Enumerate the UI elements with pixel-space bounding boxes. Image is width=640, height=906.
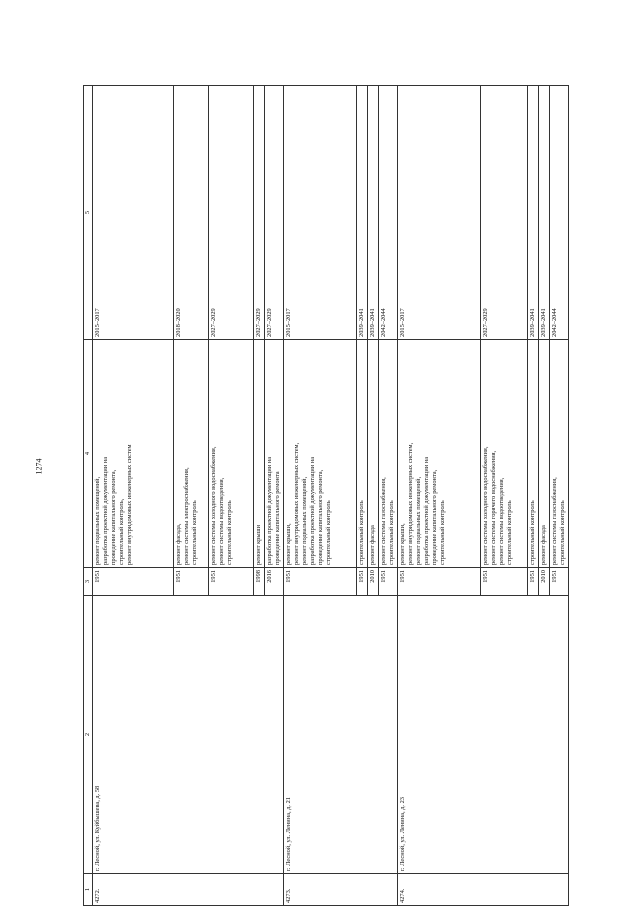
year-cell: 1951 xyxy=(398,568,481,596)
works-cell xyxy=(539,340,550,568)
works-cell xyxy=(254,340,265,568)
table-row xyxy=(398,86,481,906)
work-line: разработка проектной документации на xyxy=(423,456,430,565)
year-cell: 2016 xyxy=(265,568,284,596)
header-col-4: 4 xyxy=(84,340,93,568)
work-line: ремонт фасада, xyxy=(175,523,182,565)
works-cell xyxy=(368,340,379,568)
work-line: ремонт системы электроснабжения, xyxy=(183,467,190,565)
header-col-3: 3 xyxy=(84,568,93,596)
year-cell: 2010 xyxy=(539,568,550,596)
work-line: ремонт крыши, xyxy=(399,523,406,565)
work-line: ремонт крыши, xyxy=(285,523,292,565)
work-line: строительный контроль xyxy=(529,500,536,565)
work-line: ремонт фасада xyxy=(540,525,547,565)
works-cell xyxy=(528,340,539,568)
row-number: 4272. xyxy=(93,874,284,906)
work-line: строительный контроль xyxy=(358,500,365,565)
work-line: проведение капитального ремонта xyxy=(274,471,281,565)
work-line: ремонт внутридомовых инженерных систем xyxy=(126,444,133,565)
work-line: ремонт системы холодного водоснабжения, xyxy=(482,446,489,565)
year-cell: 1951 xyxy=(93,568,174,596)
works-cell xyxy=(357,340,368,568)
year-cell: 1998 xyxy=(254,568,265,596)
works-cell xyxy=(265,340,284,568)
header-col-5: 5 xyxy=(84,86,93,340)
work-line: проведение капитального ремонта, xyxy=(317,469,324,565)
work-line: ремонт системы газоснабжения, xyxy=(380,477,387,565)
address-cell: г. Лесной, ул. Куйбышева, д. 58 xyxy=(93,596,284,874)
work-line: строительный контроль xyxy=(226,500,233,565)
works-cell xyxy=(379,340,398,568)
header-col-1: 1 xyxy=(84,874,93,906)
year-cell: 1951 xyxy=(357,568,368,596)
year-cell: 1951 xyxy=(528,568,539,596)
work-line: ремонт подвальных помещений, xyxy=(94,476,101,565)
works-cell xyxy=(481,340,528,568)
repair-schedule-table xyxy=(83,85,569,906)
period-cell: 2039–2041 xyxy=(368,86,379,340)
work-line: ремонт крыши xyxy=(255,524,262,565)
header-row xyxy=(84,86,93,906)
period-cell: 2039–2041 xyxy=(539,86,550,340)
works-cell xyxy=(398,340,481,568)
table-row xyxy=(93,86,174,906)
works-cell xyxy=(93,340,174,568)
work-line: ремонт внутридомовых инженерных систем, xyxy=(407,442,414,565)
work-line: строительный контроль xyxy=(325,500,332,565)
row-number: 4274. xyxy=(398,874,569,906)
work-line: ремонт подвальных помещений, xyxy=(301,476,308,565)
work-line: ремонт внутридомовых инженерных систем, xyxy=(293,442,300,565)
work-line: ремонт системы водоотведения, xyxy=(498,477,505,565)
work-line: строительный контроль xyxy=(506,500,513,565)
address-cell: г. Лесной, ул. Ленина, д. 23 xyxy=(398,596,569,874)
row-number: 4273. xyxy=(284,874,398,906)
period-cell: 2018–2020 xyxy=(174,86,209,340)
period-cell: 2015–2017 xyxy=(284,86,357,340)
year-cell: 1951 xyxy=(550,568,569,596)
work-line: ремонт системы газоснабжения, xyxy=(551,477,558,565)
work-line: ремонт системы холодного водоснабжения, xyxy=(210,446,217,565)
table-area xyxy=(83,86,566,906)
period-cell: 2015–2017 xyxy=(93,86,174,340)
works-cell xyxy=(209,340,254,568)
works-cell xyxy=(550,340,569,568)
works-cell xyxy=(174,340,209,568)
work-line: разработка проектной документации на xyxy=(102,456,109,565)
period-cell: 2027–2029 xyxy=(209,86,254,340)
address-cell: г. Лесной, ул. Ленина, д. 21 xyxy=(284,596,398,874)
work-line: строительный контроль xyxy=(388,500,395,565)
work-line: ремонт фасада xyxy=(369,525,376,565)
page-number: 1274 xyxy=(34,458,43,474)
work-line: разработка проектной документации на xyxy=(309,456,316,565)
year-cell: 1951 xyxy=(481,568,528,596)
work-line: ремонт системы горячего водоснабжения, xyxy=(490,450,497,565)
work-line: проведение капитального ремонта, xyxy=(110,469,117,565)
period-cell: 2042–2044 xyxy=(550,86,569,340)
work-line: строительный контроль xyxy=(439,500,446,565)
work-line: строительный контроль, xyxy=(118,498,125,565)
work-line: проведение капитального ремонта, xyxy=(431,469,438,565)
period-cell: 2027–2029 xyxy=(481,86,528,340)
work-line: ремонт системы водоотведения, xyxy=(218,477,225,565)
period-cell: 2027–2029 xyxy=(265,86,284,340)
year-cell: 2010 xyxy=(368,568,379,596)
year-cell: 1951 xyxy=(174,568,209,596)
work-line: строительный контроль xyxy=(191,500,198,565)
period-cell: 2027–2029 xyxy=(254,86,265,340)
period-cell: 2015–2017 xyxy=(398,86,481,340)
period-cell: 2042–2044 xyxy=(379,86,398,340)
period-cell: 2039–2041 xyxy=(357,86,368,340)
work-line: строительный контроль xyxy=(559,500,566,565)
year-cell: 1951 xyxy=(209,568,254,596)
period-cell: 2039–2041 xyxy=(528,86,539,340)
work-line: разработка проектной документации на xyxy=(266,456,273,565)
rotated-table-container xyxy=(83,86,566,906)
year-cell: 1951 xyxy=(379,568,398,596)
works-cell xyxy=(284,340,357,568)
year-cell: 1951 xyxy=(284,568,357,596)
work-line: ремонт подвальных помещений, xyxy=(415,476,422,565)
header-col-2: 2 xyxy=(84,596,93,874)
table-row xyxy=(284,86,357,906)
